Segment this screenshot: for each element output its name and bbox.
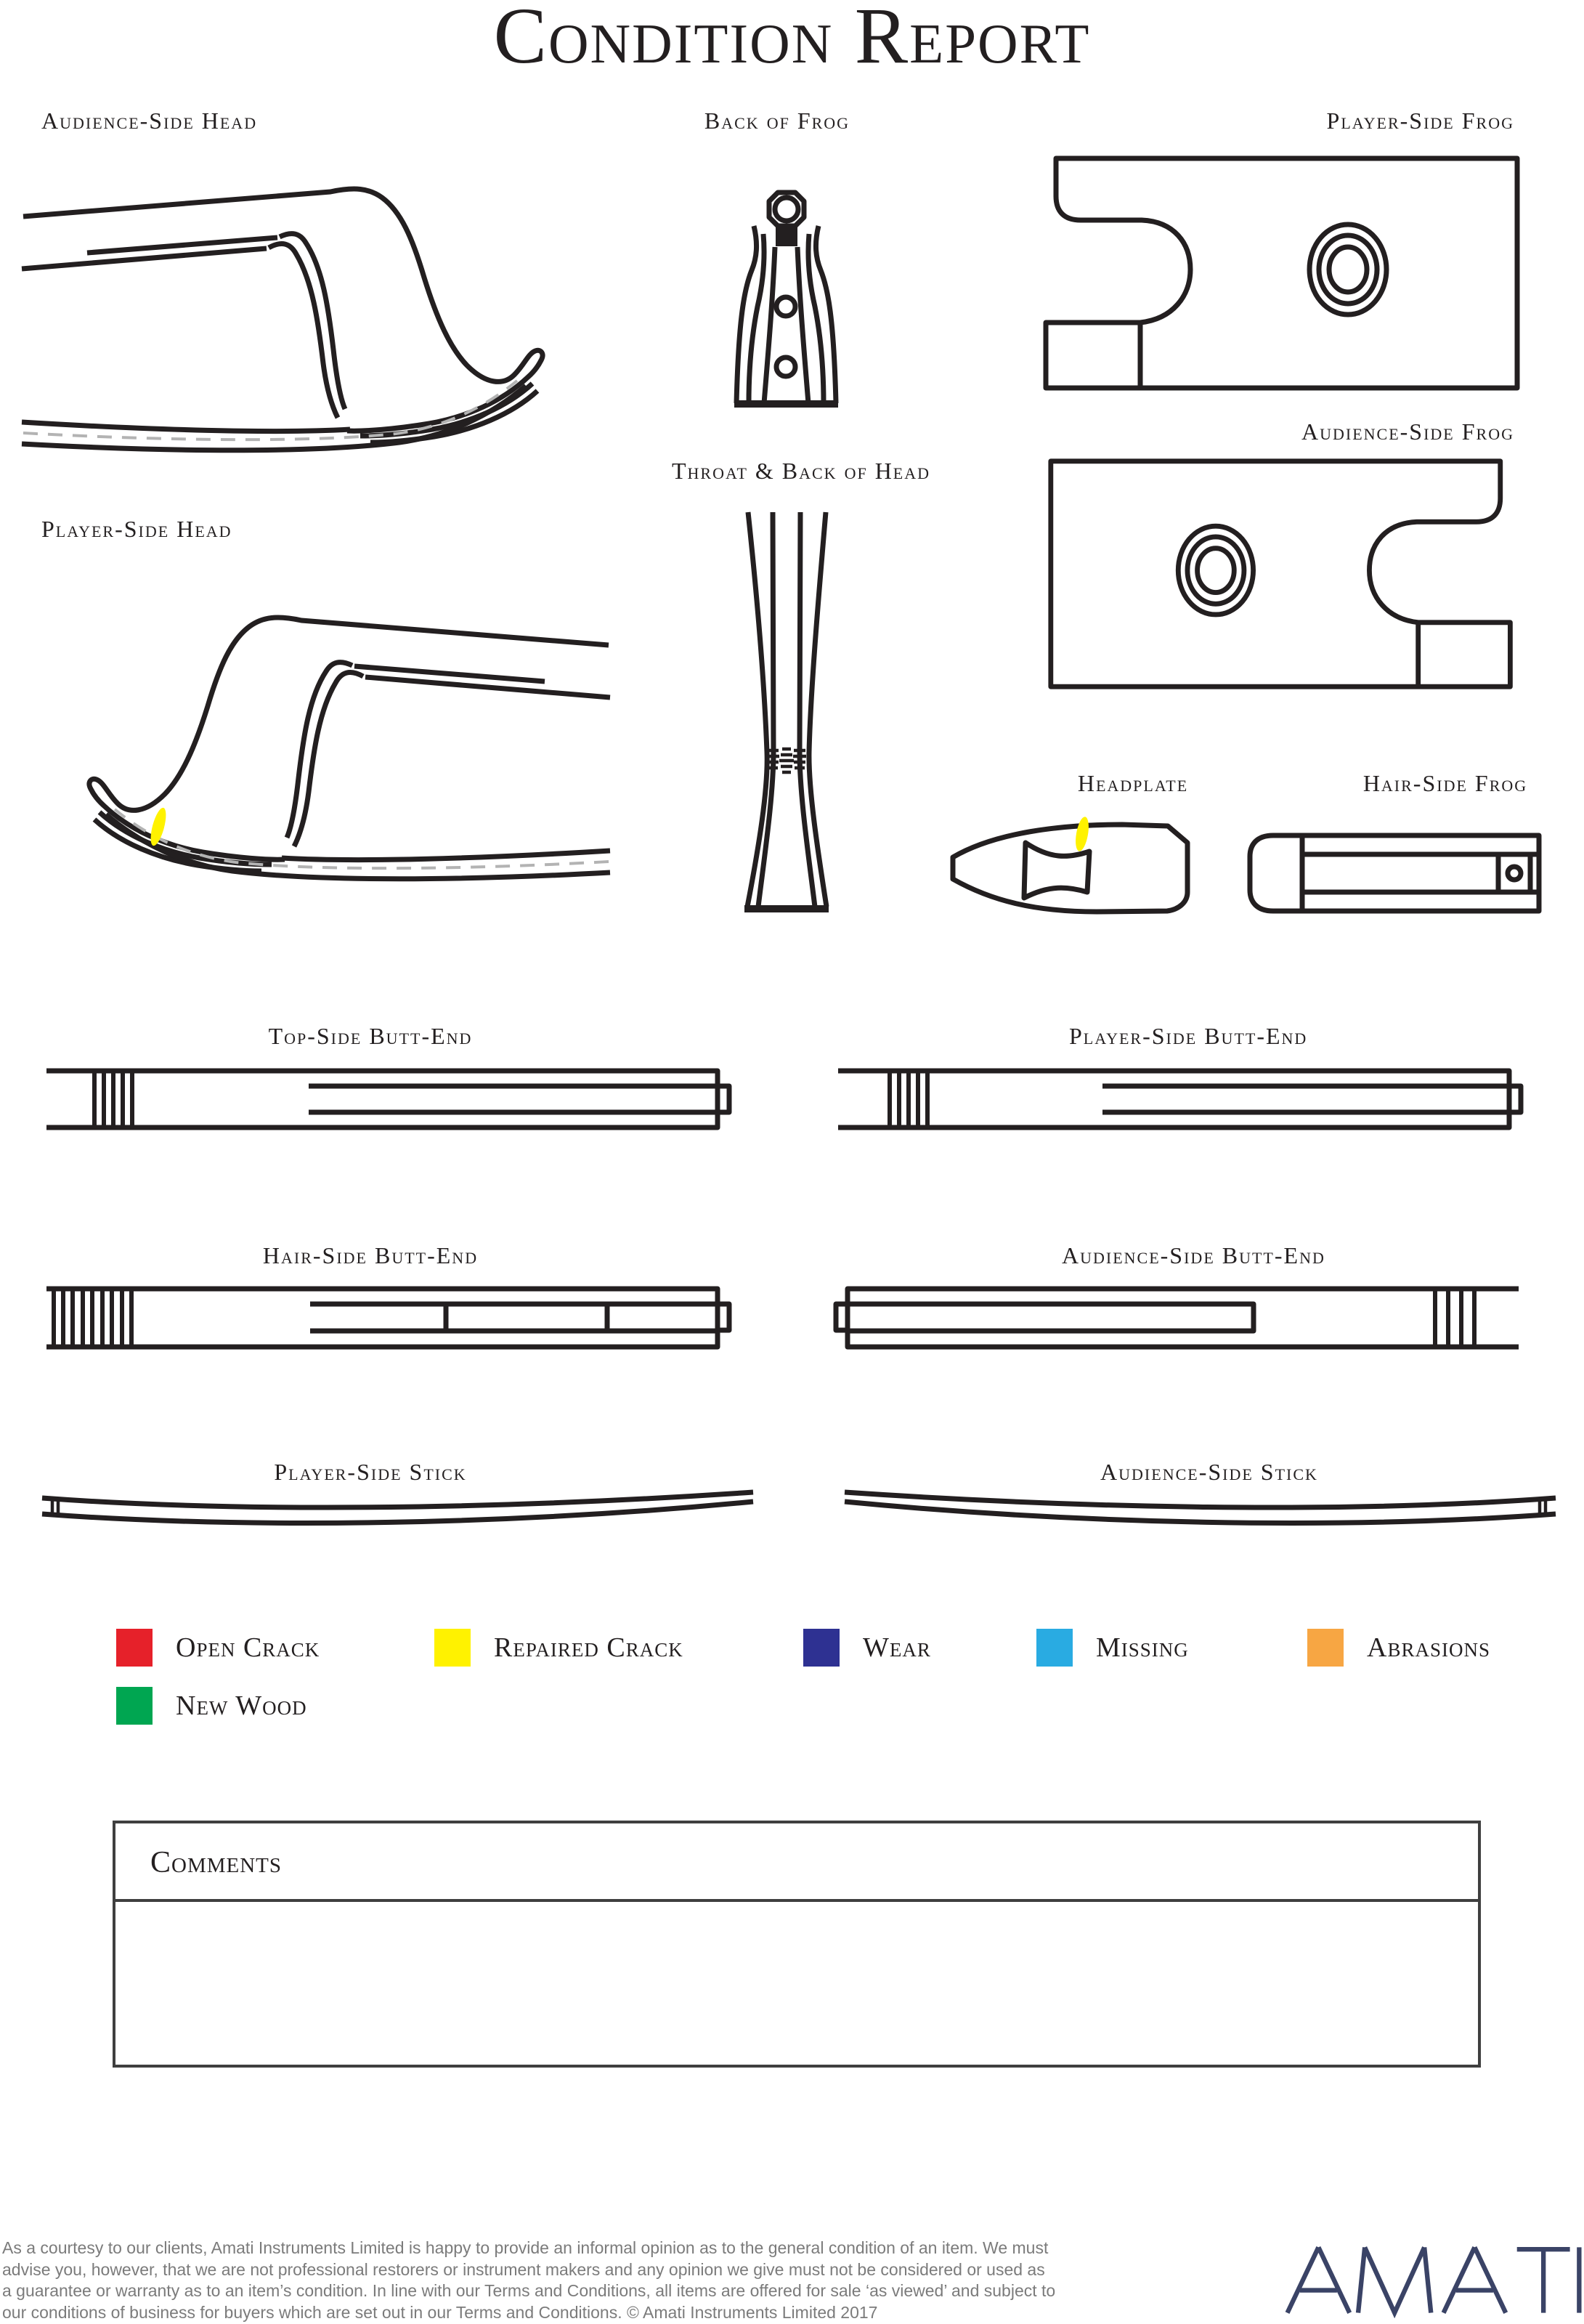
- footer-line: a guarantee or warranty as to an item’s condition. In line with our Terms and Conditions, all items are offered for sale ‘as viewed’ and subject to: [2, 2281, 1056, 2300]
- legend-swatch-new-wood: [116, 1687, 153, 1725]
- footer-line: As a courtesy to our clients, Amati Instruments Limited is happy to provide an informal opinion as to the general condition of an item. We must: [2, 2238, 1049, 2257]
- drawing-player-side-frog: [1034, 151, 1522, 395]
- label-player-side-head: Player-Side Head: [41, 516, 232, 542]
- label-throat-back-of-head: Throat & Back of Head: [672, 458, 931, 484]
- legend-item-new-wood: [116, 1687, 307, 1725]
- legend-label: New Wood: [176, 1691, 307, 1721]
- drawing-hair-side-frog: [1246, 833, 1543, 914]
- label-audience-side-stick: Audience-Side Stick: [1100, 1459, 1318, 1485]
- footer-line: advise you, however, that we are not professional restorers or instrument makers and any opinion we give must not be considered or used as: [2, 2259, 1045, 2279]
- comments-title: Comments: [115, 1823, 1478, 1902]
- drawing-throat-back-of-head: [744, 512, 829, 912]
- legend-item-open-crack: [116, 1629, 320, 1667]
- label-player-side-frog: Player-Side Frog: [1326, 108, 1514, 134]
- drawing-headplate: [951, 822, 1195, 914]
- label-top-side-butt-end: Top-Side Butt-End: [268, 1023, 473, 1049]
- legend-label: Repaired Crack: [494, 1632, 683, 1663]
- drawing-audience-side-stick: [842, 1491, 1558, 1529]
- legend-label: Abrasions: [1367, 1632, 1490, 1663]
- drawing-top-side-butt-end: [44, 1066, 730, 1132]
- label-audience-side-frog: Audience-Side Frog: [1301, 418, 1514, 445]
- drawing-player-side-butt-end: [835, 1066, 1522, 1132]
- footer-line: our conditions of business for buyers which are set out in our Terms and Conditions. © Amati Instruments Limited 2017: [2, 2302, 878, 2322]
- legend-label: Missing: [1096, 1632, 1189, 1663]
- label-audience-side-butt-end: Audience-Side Butt-End: [1062, 1242, 1325, 1268]
- legend-swatch-abrasions: [1307, 1629, 1344, 1667]
- drawing-audience-side-head: [22, 145, 581, 447]
- label-hair-side-butt-end: Hair-Side Butt-End: [262, 1242, 479, 1268]
- legend-swatch-wear: [803, 1629, 840, 1667]
- legend-label: Open Crack: [176, 1632, 320, 1663]
- drawing-player-side-head: [51, 574, 610, 875]
- repaired-crack-mark-headplate: [1073, 816, 1091, 852]
- legend-label: Wear: [863, 1632, 931, 1663]
- legend-item-missing: [1036, 1629, 1189, 1667]
- legend-swatch-open-crack: [116, 1629, 153, 1667]
- legend-item-abrasions: [1307, 1629, 1490, 1667]
- drawing-back-of-frog: [730, 190, 842, 408]
- legend-item-wear: [803, 1629, 931, 1667]
- label-player-side-stick: Player-Side Stick: [274, 1459, 467, 1485]
- comments-box: [113, 1821, 1481, 2068]
- comments-input[interactable]: [115, 1902, 1478, 2065]
- label-audience-side-head: Audience-Side Head: [41, 108, 258, 134]
- label-back-of-frog: Back of Frog: [704, 108, 850, 134]
- amati-logo: [1284, 2242, 1582, 2322]
- label-player-side-butt-end: Player-Side Butt-End: [1069, 1023, 1308, 1049]
- drawing-audience-side-frog: [1046, 454, 1522, 694]
- footer-disclaimer: [2, 2238, 1164, 2323]
- drawing-player-side-stick: [40, 1491, 755, 1529]
- drawing-audience-side-butt-end: [835, 1284, 1522, 1351]
- legend-swatch-repaired-crack: [434, 1629, 471, 1667]
- legend-item-repaired-crack: [434, 1629, 683, 1667]
- label-hair-side-frog: Hair-Side Frog: [1362, 770, 1528, 796]
- label-headplate: Headplate: [1077, 770, 1189, 796]
- legend-swatch-missing: [1036, 1629, 1073, 1667]
- page-title: Condition Report: [493, 0, 1091, 80]
- drawing-hair-side-butt-end: [44, 1284, 730, 1351]
